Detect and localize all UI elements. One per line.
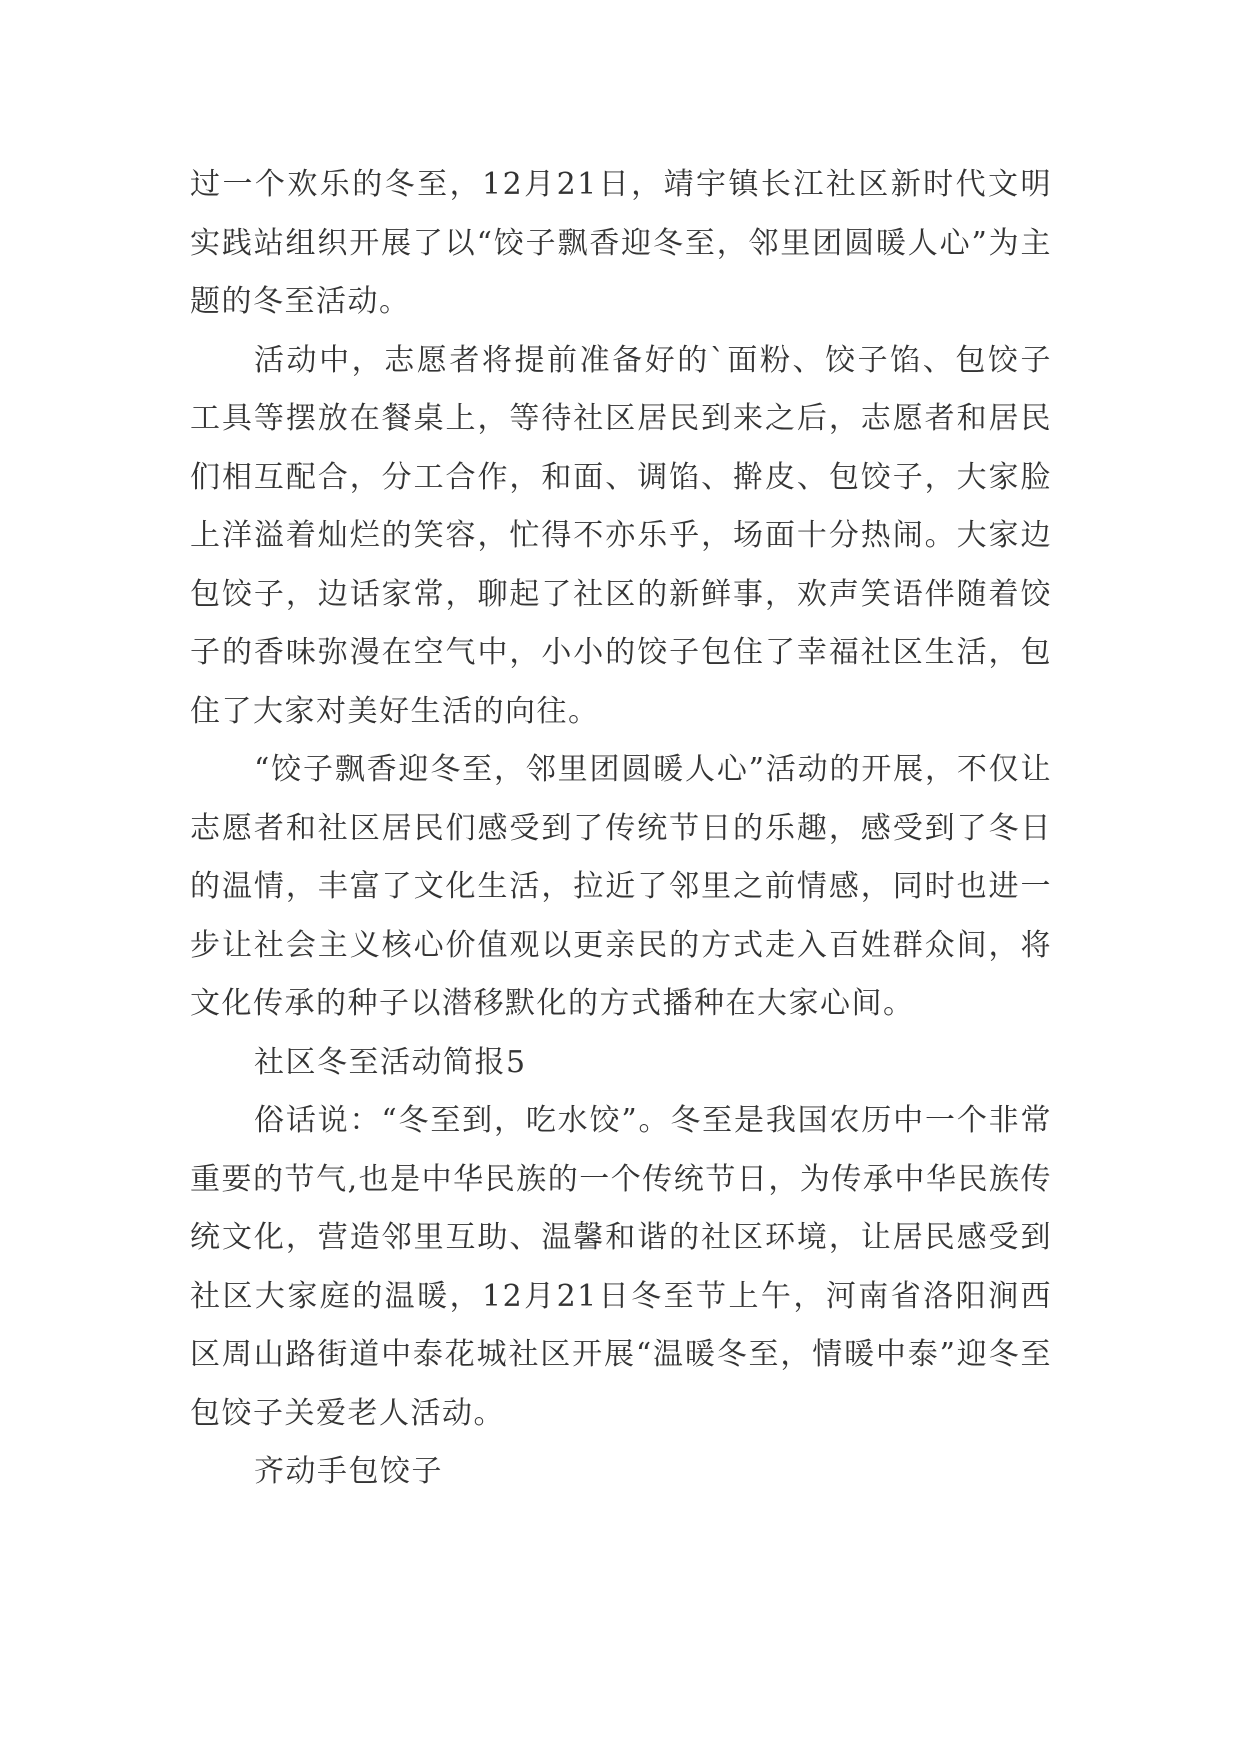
sub-heading: 齐动手包饺子 <box>254 1454 443 1489</box>
paragraph-4: 俗话说：“冬至到，吃水饺”。冬至是我国农历中一个非常重要的节气,也是中华民族的一个传统节日，为传承中华民族传统文化，营造邻里互助、温馨和谐的社区环境，让居民感受到社区大家庭的温暖，12月21日冬至节上午，河南省洛阳涧西区周山路街道中泰花城社区开展“温暖冬至，情暖中泰”迎冬至包饺子关爱老人活动。 <box>190 1103 1052 1431</box>
document-body <box>190 156 1052 1502</box>
section-heading: 社区冬至活动简报5 <box>254 1044 527 1080</box>
paragraph-1: 过一个欢乐的冬至，12月21日，靖宇镇长江社区新时代文明实践站组织开展了以“饺子飘香迎冬至，邻里团圆暖人心”为主题的冬至活动。 <box>190 167 1052 319</box>
paragraph-2: 活动中，志愿者将提前准备好的`面粉、饺子馅、包饺子工具等摆放在餐桌上，等待社区居民到来之后，志愿者和居民们相互配合，分工合作，和面、调馅、擀皮、包饺子，大家脸上洋溢着灿烂的笑容，忙得不亦乐乎，场面十分热闹。大家边包饺子，边话家常，聊起了社区的新鲜事，欢声笑语伴随着饺子的香味弥漫在空气中，小小的饺子包住了幸福社区生活，包住了大家对美好生活的向往。 <box>190 342 1052 729</box>
paragraph-3: “饺子飘香迎冬至，邻里团圆暖人心”活动的开展，不仅让志愿者和社区居民们感受到了传统节日的乐趣，感受到了冬日的温情，丰富了文化生活，拉近了邻里之前情感，同时也进一步让社会主义核心价值观以更亲民的方式走入百姓群众间，将文化传承的种子以潜移默化的方式播种在大家心间。 <box>190 752 1052 1021</box>
